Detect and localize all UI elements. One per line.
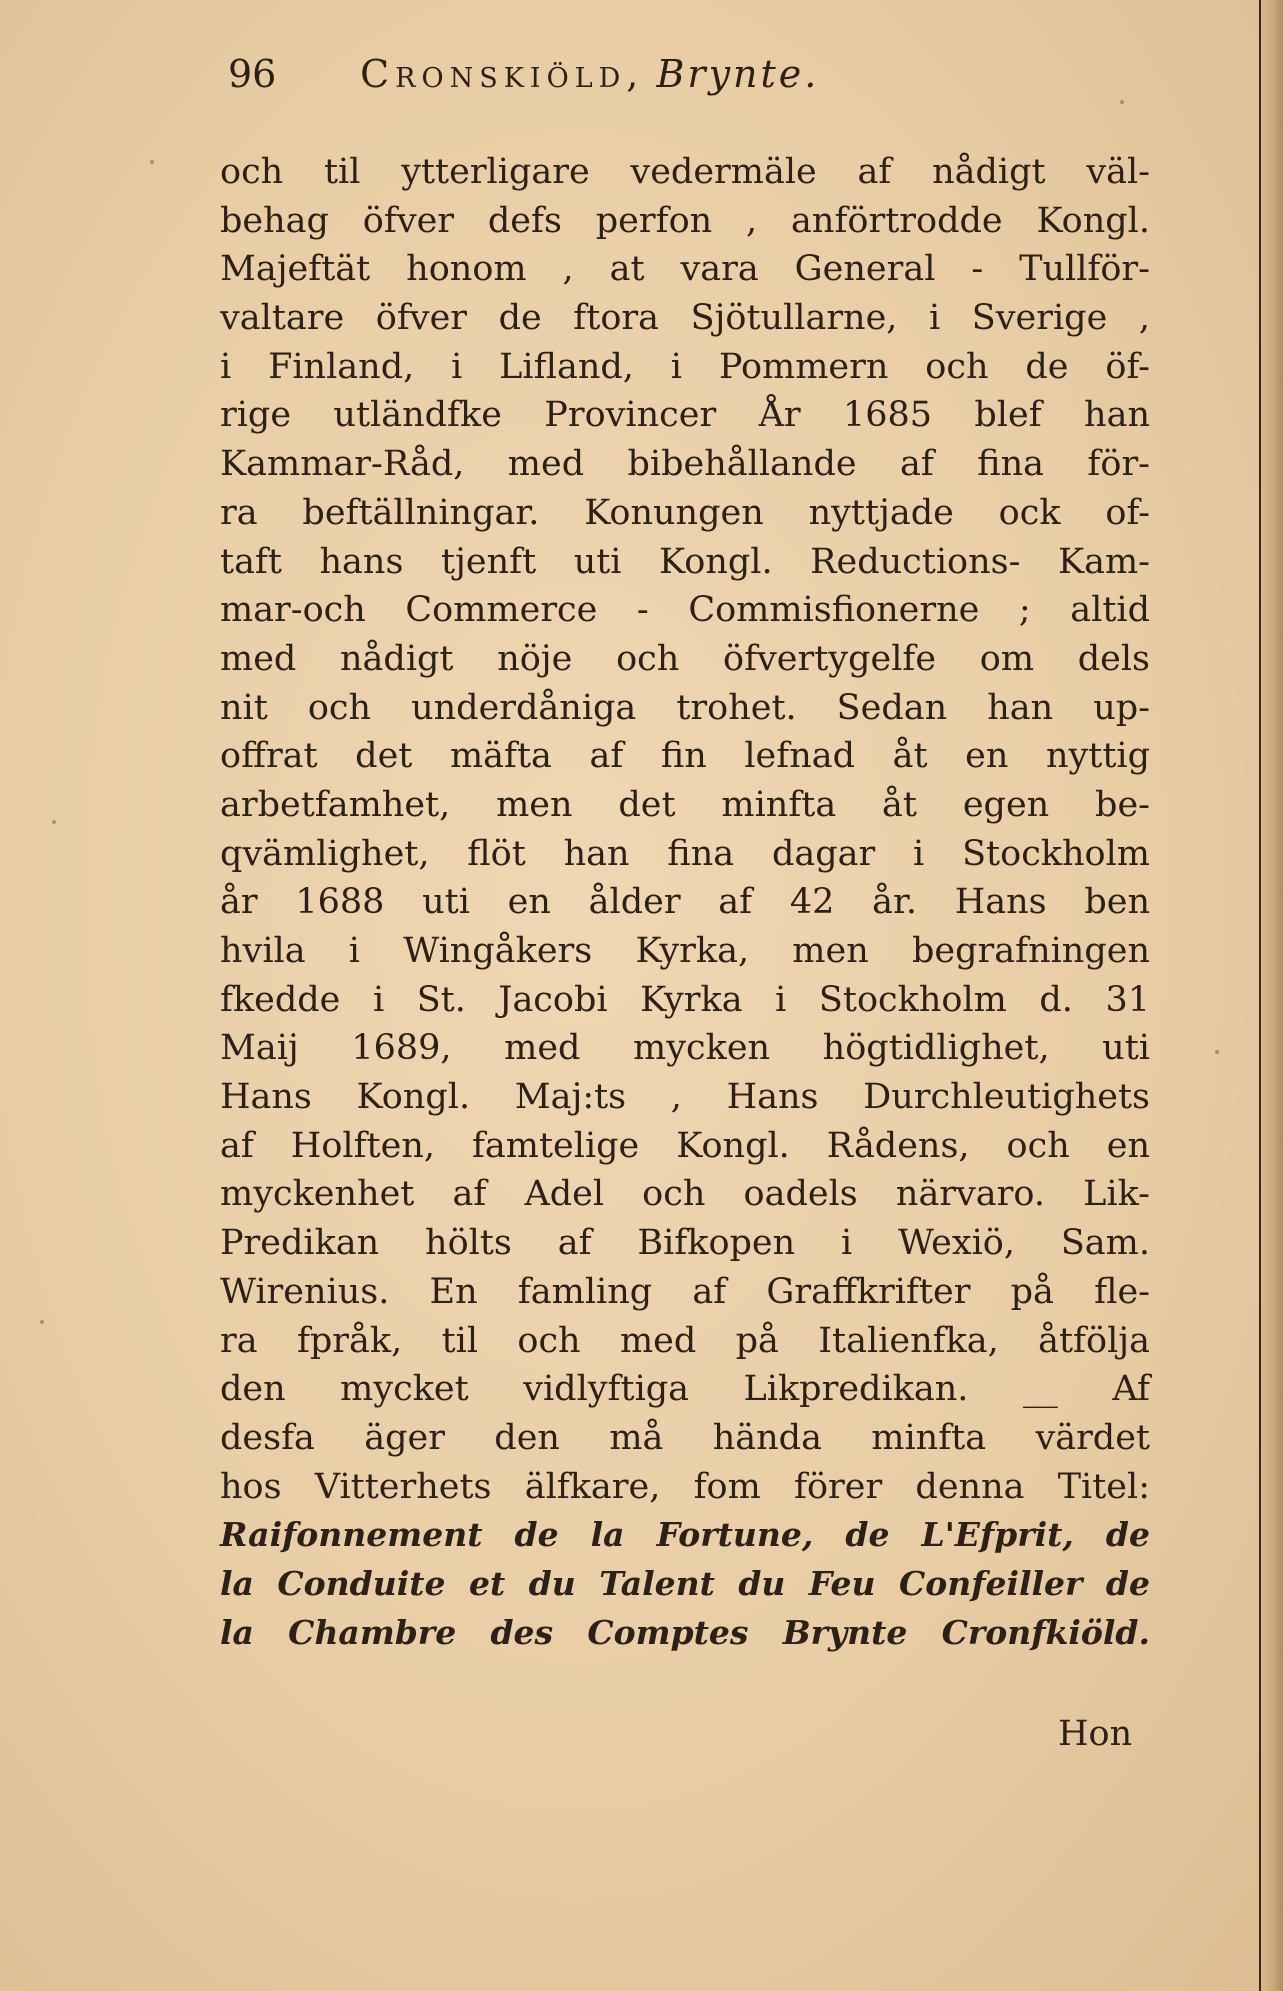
paper-speck: [40, 1320, 44, 1324]
text-line: af Holften, famtelige Kongl. Rådens, och en: [220, 1125, 1150, 1166]
text-line: och til ytterligare vedermäle af nådigt väl-: [220, 152, 1150, 192]
catchword: Hon: [1058, 1714, 1133, 1754]
paper-speck: [52, 820, 56, 824]
text-line: hos Vitterhets älfkare, fom förer denna Titel:: [220, 1466, 1150, 1507]
text-line: taft hans tjenft uti Kongl. Reductions- Kam-: [220, 541, 1150, 582]
running-head-italic: Brynte.: [656, 52, 820, 96]
title-line-italic: Raifonnement de la Fortune, de L'Efprit, de: [220, 1515, 1150, 1555]
text-line: nit och underdåniga trohet. Sedan han up-: [220, 687, 1150, 728]
text-line: med nådigt nöje och öfvertygelfe om dels: [220, 638, 1150, 679]
text-line: ra beftällningar. Konungen nyttjade ock of-: [220, 492, 1150, 533]
text-line: desfa äger den må hända minfta värdet: [220, 1417, 1150, 1458]
text-line: hvila i Wingåkers Kyrka, men begrafningen: [220, 931, 1150, 971]
text-line: myckenhet af Adel och oadels närvaro. Lik-: [220, 1174, 1150, 1215]
text-line: Maij 1689, med mycken högtidlighet, uti: [220, 1028, 1150, 1069]
text-line: offrat det mäfta af fin lefnad åt en nyttig: [220, 736, 1150, 777]
text-line: Majeftät honom , at vara General - Tullför-: [220, 249, 1150, 290]
text-line: i Finland, i Lifland, i Pommern och de öf-: [220, 346, 1150, 387]
text-line: mar-och Commerce - Commisfionerne ; altid: [220, 590, 1150, 631]
text-line: år 1688 uti en ålder af 42 år. Hans ben: [220, 882, 1150, 923]
text-line: Kammar-Råd, med bibehållande af fina för-: [220, 444, 1150, 485]
text-line: Wirenius. En famling af Graffkrifter på fle-: [220, 1271, 1150, 1312]
body-text: [220, 148, 1150, 1657]
paper-speck: [1120, 100, 1124, 104]
text-line: rige utländfke Provincer År 1685 blef han: [220, 395, 1150, 436]
page-number: 96: [228, 52, 277, 96]
text-line: Predikan hölts af Bifkopen i Wexiö, Sam.: [220, 1223, 1150, 1264]
title-line-italic: la Conduite et du Talent du Feu Confeiller de: [220, 1563, 1150, 1603]
text-line: behag öfver defs perfon , anförtrodde Kongl.: [220, 200, 1150, 241]
text-line: ra fpråk, til och med på Italienfka, åtfölja: [220, 1320, 1150, 1361]
text-line: valtare öfver de ftora Sjötullarne, i Sverige ,: [220, 298, 1150, 339]
text-line: den mycket vidlyftiga Likpredikan. __ Af: [220, 1369, 1150, 1410]
text-line: fkedde i St. Jacobi Kyrka i Stockholm d. 31: [220, 979, 1150, 1020]
page-edge: [1259, 0, 1283, 1991]
paper-speck: [1215, 1050, 1219, 1054]
title-line-italic: la Chambre des Comptes Brynte Cronfkiöld.: [220, 1612, 1150, 1652]
text-line: Hans Kongl. Maj:ts , Hans Durchleutighets: [220, 1077, 1150, 1118]
text-line: arbetfamhet, men det minfta åt egen be-: [220, 784, 1150, 825]
page-header: [228, 44, 1128, 104]
running-head: Cronskiöld,: [360, 52, 645, 96]
paper-speck: [150, 160, 154, 164]
text-line: qvämlighet, flöt han fina dagar i Stockholm: [220, 833, 1150, 874]
